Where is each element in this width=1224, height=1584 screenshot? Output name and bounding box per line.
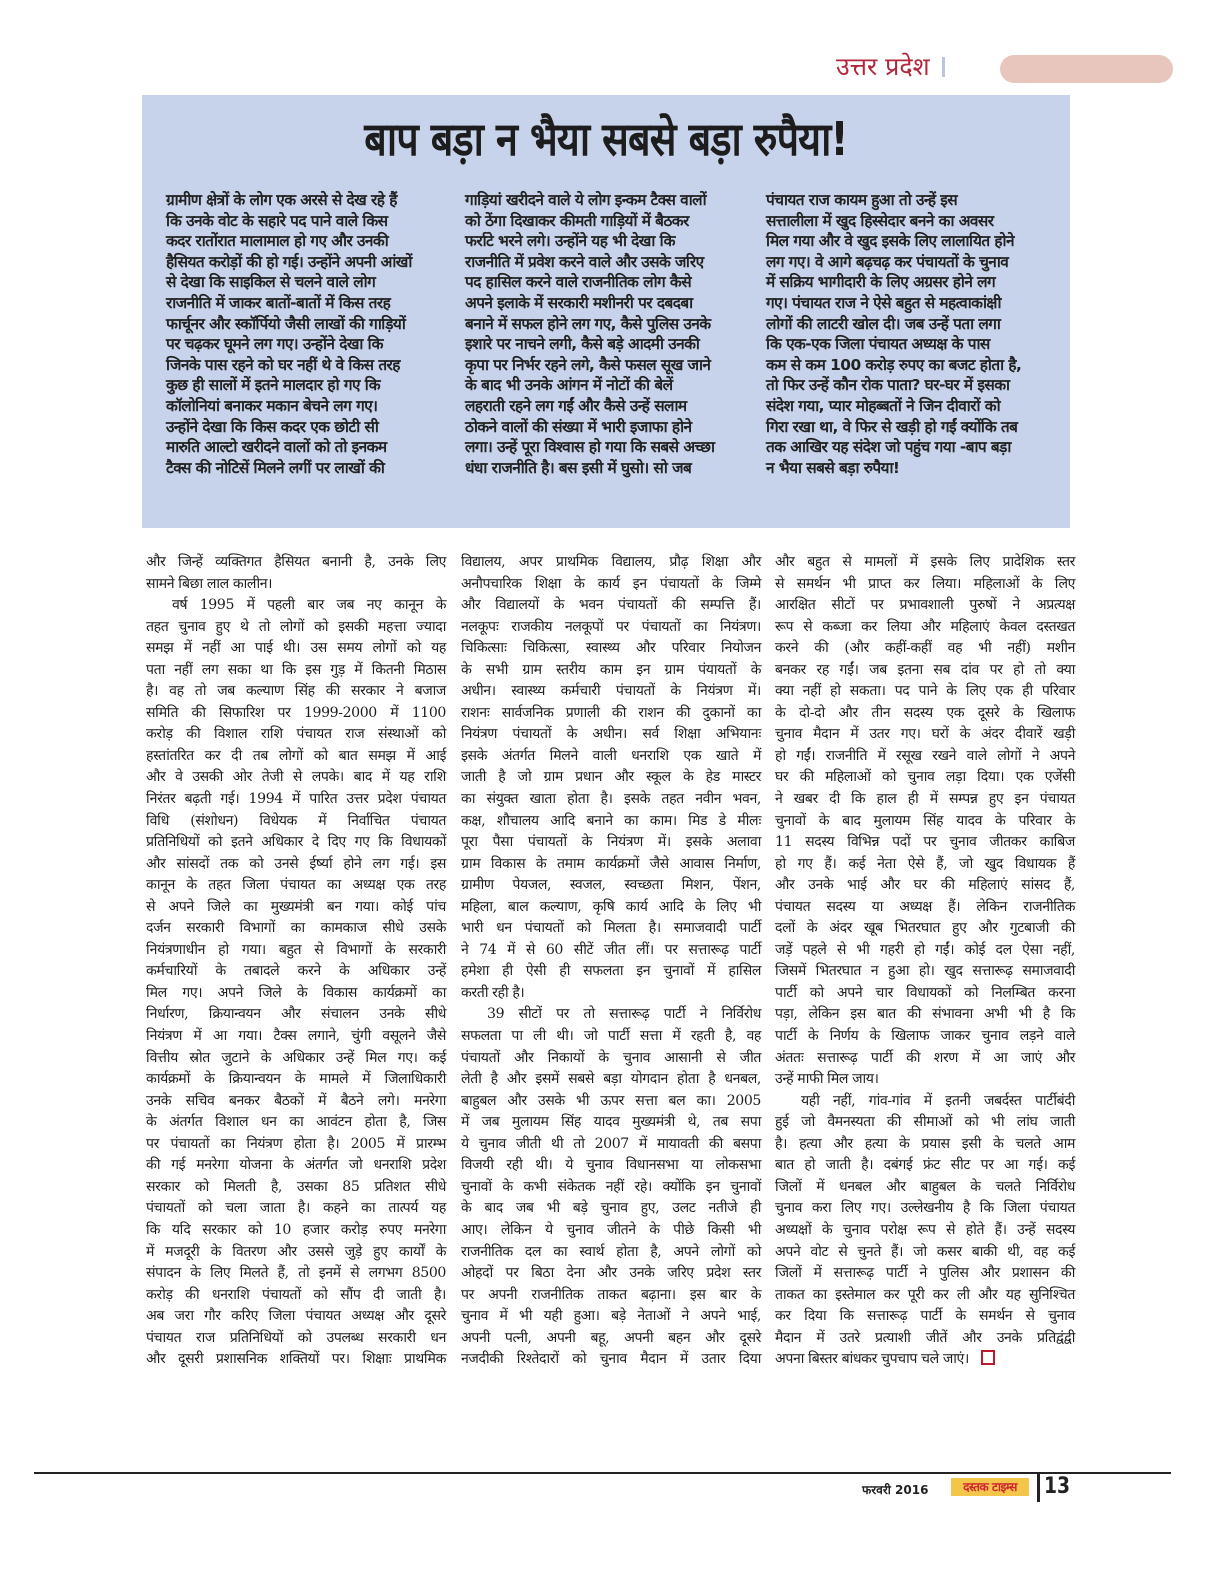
body-line [146,1004,446,1026]
body-line-text: विद्यालय, अपर प्राथमिक विद्यालय, प्रौढ़ शिक्षा और [461,554,761,570]
body-line-text: करती रही है। [461,984,525,1001]
body-line [146,617,446,639]
end-of-article-icon [981,1350,995,1365]
body-line-text: और वे उसकी ओर तेजी से लपके। बाद में यह राशि [146,769,446,786]
body-line [461,552,761,574]
body-line-text: से अपने जिले का मुख्यमंत्री बन गया। कोई पांच [146,898,446,915]
body-line [775,681,1075,703]
intro-line: में सक्रिय भागीदारी के लिए अग्रसर होने लग [766,273,996,292]
intro-line: धंधा राजनीति है। बस इसी में घुसो। सो जब [465,458,692,477]
body-line-text: चुनाव करा लिए गए। उल्लेखनीय है कि जिला पंचायत [775,1200,1075,1217]
body-line [146,767,446,789]
footer-rule [34,1472,1171,1474]
body-line-text: हमेशा ही ऐसी ही सफलता इन चुनावों में हासिल [461,963,761,980]
intro-line: मारुति आल्टो खरीदने वालों को तो इनकम [166,438,387,457]
body-line-text: दर्जन सरकारी विभागों का कामकाज सीधे उसके [146,920,446,937]
body-line [146,918,446,940]
body-line [775,789,1075,811]
body-line [461,918,761,940]
body-line-text: समिति की सिफारिश पर 1999-2000 में 1100 [146,704,446,721]
body-line-text: नजदीकी रिश्तेदारों को चुनाव मैदान में उतार दिया [461,1351,761,1368]
body-line-text: अब जरा गौर करिए जिला पंचायत अध्यक्ष और दूसरे [146,1308,446,1325]
body-line-text: हो गईं। राजनीति में रसूख रखने वाले लोगों ने अपने [775,747,1075,764]
body-line-text: यही नहीं, गांव-गांव में इतनी जबर्दस्त पार्टीबंदी [801,1092,1075,1109]
body-line [461,789,761,811]
intro-line: लग गए। वे आगे बढ़चढ़ कर पंचायतों के चुनाव [766,252,1009,271]
body-line-text: बात हो जाती है। दबंगई फ्रंट सीट पर आ गई। कई [775,1157,1075,1174]
body-line-text: के दो-दो और तीन सदस्य एक दूसरे के खिलाफ [775,704,1075,721]
body-column-3 [775,552,1075,1371]
body-line-text: जाती है जो ग्राम प्रधान और स्कूल के हेड मास्टर [461,769,761,786]
body-line [461,574,761,596]
body-line [461,660,761,682]
body-line [775,940,1075,962]
body-line [775,746,1075,768]
body-line [775,1242,1075,1264]
body-line [146,875,446,897]
intro-line: उन्होंने देखा कि किस कदर एक छोटी सी [166,417,379,436]
body-line-text: निर्धारण, क्रियान्वयन और संचालन उनके सीधे [146,1006,446,1023]
body-line-text: अध्यक्षों के चुनाव परोक्ष रूप से होते हैं। उन्हें सदस्य [775,1221,1075,1238]
body-line-text: सफलता पा ली थी। जो पार्टी सत्ता में रहती है, वह [461,1028,761,1045]
body-line-text: और सांसदों तक को उनसे ईर्ष्या होने लग गई। इस [146,855,446,872]
body-line-text: का संयुक्त खाता होता है। इसके तहत नवीन भवन, [461,791,761,808]
intro-column-2 [465,190,757,478]
intro-line: कि एक-एक जिला पंचायत अध्यक्ष के पास [766,335,990,354]
body-line [775,1349,1075,1371]
intro-line: संदेश गया, प्यार मोहब्बतों ने जिन दीवारों को [766,396,1001,415]
body-line [775,1069,1075,1091]
body-line-text: पंचायत राज प्रतिनिधियों को उपलब्ध सरकारी धन [146,1329,446,1346]
body-line-text: और उनके भाई और घर की महिलाएं सांसद हैं, [775,877,1075,894]
body-line [461,1220,761,1242]
body-line-text: उन्हें माफी मिल जाय। [775,1071,879,1088]
body-line [775,574,1075,596]
body-line [461,1004,761,1026]
body-line-text: रूप से कब्जा कर लिया और महिलाएं केवल दस्तखत [775,618,1075,635]
body-line [775,1004,1075,1026]
footer-separator [1037,1472,1040,1502]
body-line-text: में जब मुलायम सिंह यादव मुख्यमंत्री थे, तब सपा [461,1114,761,1131]
body-line [775,1263,1075,1285]
body-line-text: लेती है और इसमें सबसे बड़ा योगदान होता है धनबल, [461,1071,761,1088]
section-divider [942,57,945,77]
body-line-text: कर्मचारियों के तबादले करने के अधिकार उन्हें [146,963,446,980]
body-line-text: चुनावों के बाद मुलायम सिंह यादव के परिवार के [775,812,1075,829]
body-line [461,1306,761,1328]
body-line-text: ने खबर दी कि हाल ही में सम्पन्न हुए इन पंचायत [775,791,1075,808]
body-line-text: से समर्थन भी प्राप्त कर लिया। महिलाओं के लिए [775,575,1075,592]
body-line-text: कि यदि सरकार को 10 हजार करोड़ रुपए मनरेगा [146,1221,446,1238]
body-line-text: चुनाव में भी यही हुआ। बड़े नेताओं ने अपने भाई, [461,1308,761,1325]
body-line [775,552,1075,574]
body-line-text: तहत चुनाव हुए थे तो लोगों को इसकी महत्ता ज्यादा [146,618,446,635]
body-line-text: क्या नहीं हो सकता। पद पाने के लिए एक ही परिवार [775,683,1075,700]
body-line-text: चुनावों के कभी संकेतक नहीं रहे। क्योंकि इन चुनावों [461,1178,761,1195]
body-line-text: विधि (संशोधन) विधेयक में निर्वाचित पंचायत [146,812,446,829]
body-line [775,897,1075,919]
body-line-text: विजयी रही थी। ये चुनाव विधानसभा या लोकसभा [461,1157,761,1174]
body-line-text: पूरा पैसा पंचायतों के नियंत्रण में। इसके अलावा [461,834,761,851]
body-line-text: और दूसरी प्रशासनिक शक्तियों पर। शिक्षाः प्राथमिक [146,1351,446,1368]
body-line [461,961,761,983]
body-line [775,811,1075,833]
body-line [146,1048,446,1070]
intro-line: टैक्स की नोटिसें मिलने लगीं पर लाखों की [166,458,385,477]
body-line [146,1069,446,1091]
body-line-text: आरक्षित सीटों पर प्रभावशाली पुरुषों ने अप्रत्यक्ष [775,597,1075,614]
body-line-text: में मजदूरी के वितरण और उससे जुड़े हुए कार्यों के [146,1243,446,1260]
page-number: 13 [1044,1474,1071,1499]
body-line-text: अनौपचारिक शिक्षा के कार्य इन पंचायतों के जिम्मे [461,575,761,592]
intro-line: के बाद भी उनके आंगन में नोटों की बेलें [465,376,673,395]
body-line [461,1242,761,1264]
body-line-text: है। वह तो जब कल्याण सिंह की सरकार ने बजाज [146,683,446,700]
body-line-text: जड़ें पहले से भी गहरी हो गईं। कोई दल ऐसा नहीं, [775,941,1075,958]
body-line [775,660,1075,682]
body-line [461,1155,761,1177]
body-line-text: नियंत्रण पंचायतों के अधीन। सर्व शिक्षा अभियानः [461,726,761,743]
body-line [146,574,446,596]
body-line-text: पंचायतों और निकायों के चुनाव आसानी से जीत [461,1049,761,1066]
body-line [461,897,761,919]
intro-line: कि उनके वोट के सहारे पद पाने वाले किस [166,211,388,230]
body-line [775,638,1075,660]
body-line-text: पड़ा, लेकिन इस बात की संभावना अभी भी है कि [775,1006,1075,1023]
body-line [146,832,446,854]
intro-line: हैसियत करोड़ों की हो गई। उन्होंने अपनी आंखों [166,252,412,271]
body-line [461,1263,761,1285]
body-line-text: पर पंचायतों का नियंत्रण होता है। 2005 में प्रारम्भ [146,1135,446,1152]
body-line [461,832,761,854]
intro-line: तो फिर उन्हें कौन रोक पाता? घर-घर में इसका [766,376,1010,395]
body-line [775,1285,1075,1307]
body-line [146,1306,446,1328]
body-line-text: बनकर रह गईं। जब इतना सब दांव पर हो तो क्या [775,661,1075,678]
intro-line: अपने इलाके में सरकारी मशीनरी पर दबदबा [465,293,693,312]
body-line [775,1134,1075,1156]
intro-line: इशारे पर नाचने लगी, कैसे बड़े आदमी उनकी [465,335,700,354]
body-line-text: राशनः सार्वजनिक प्रणाली की राशन की दुकानों का [461,704,761,721]
body-line-text: के अंतर्गत विशाल धन का आवंटन होता है, जिस [146,1114,446,1131]
body-line-text: इसके अंतर्गत मिलने वाली धनराशि एक खाते में [461,747,761,764]
body-line [461,811,761,833]
body-line-text: के बाद जब भी बड़े चुनाव हुए, उलट नतीजे ही [461,1200,761,1217]
body-line [775,724,1075,746]
intro-line: तक आखिर यह संदेश जो पहुंच गया -बाप बड़ा [766,438,1011,457]
body-line-text: मैदान में उतरे प्रत्याशी जीतें और उनके प्रतिद्वंद्वी [775,1329,1075,1346]
intro-line: पंचायत राज कायम हुआ तो उन्हें इस [766,191,958,209]
body-line-text: कानून के तहत जिला पंचायत का अध्यक्ष एक तरह [146,877,446,894]
intro-line: पद हासिल करने वाले राजनीतिक लोग कैसे [465,273,692,292]
body-line [146,1349,446,1371]
intro-line: गिरा रखा था, वे फिर से खड़ी हो गईं क्योंकि तब [766,417,1018,436]
intro-line: कॉलोनियां बनाकर मकान बेचने लग गए। [166,396,378,415]
body-line-text: 11 सदस्य विभिन्न पदों पर चुनाव जीतकर काबिज [775,834,1075,851]
body-line-text: जिलों में धनबल और बाहुबल के चलते निर्विरोध [775,1178,1075,1195]
body-line [461,940,761,962]
body-line [461,617,761,639]
body-line-text: और जिन्हें व्यक्तिगत हैसियत बनानी है, उनके लिए [146,554,446,570]
body-line [146,1026,446,1048]
intro-line: को ठेंगा दिखाकर कीमती गाड़ियों में बैठकर [465,211,689,230]
intro-line: लोगों की लाटरी खोल दी। जब उन्हें पता लगा [766,314,1001,333]
body-line-text: पता नहीं लग सका था कि इस गुड़ में कितनी मिठास [146,661,446,678]
body-line-text: पंचायतों को चला जाता है। कहने का तात्पर्य यह [146,1200,446,1217]
body-line-text: सरकार को मिलती है, उसका 85 प्रतिशत सीधे [146,1178,446,1195]
intro-box [142,95,1070,528]
body-line [461,595,761,617]
body-line-text: और विद्यालयों के भवन पंचायतों की सम्पत्ति हैं। [461,597,761,614]
intro-line: सत्तालीला में खुद हिस्सेदार बनने का अवसर [766,211,994,230]
intro-line: गाड़ियां खरीदने वाले ये लोग इन्कम टैक्स वालों [465,191,707,209]
intro-line: गए। पंचायत राज ने ऐसे बहुत से महत्वाकांक्षी [766,293,1001,312]
intro-line: कुछ ही सालों में इतने मालदार हो गए कि [166,376,380,395]
section-label: उत्तर प्रदेश [836,52,930,81]
body-line [146,1263,446,1285]
body-line [146,1112,446,1134]
body-line [461,1026,761,1048]
body-line-text: करोड़ की धनराशि पंचायतों को सौंप दी जाती है। [146,1286,446,1303]
body-line [146,681,446,703]
intro-line: ग्रामीण क्षेत्रों के लोग एक अरसे से देख रहे हैं [166,191,397,209]
body-line [775,1306,1075,1328]
body-line [461,1048,761,1070]
intro-line: कदर रातोंरात मालामाल हो गए और उनकी [166,232,389,251]
body-line-text: पार्टी को अपने चार विधायकों को निलम्बित करना [775,984,1075,1001]
body-line-text: हस्तांतरित कर दी तब लोगों को बात समझ में आई [146,747,446,764]
intro-line: न भैया सबसे बड़ा रुपैया! [766,458,900,477]
body-line [775,1112,1075,1134]
body-line [146,983,446,1005]
body-line [146,1328,446,1350]
body-line [146,1285,446,1307]
intro-line: फार्चूनर और स्कॉर्पियो जैसी लाखों की गाड़ियों [166,314,406,333]
section-header [836,50,945,84]
body-line [775,854,1075,876]
body-line [146,724,446,746]
article-headline: बाप बड़ा न भैया सबसे बड़ा रुपैया! [364,112,848,166]
body-line-text: चिकित्साः चिकित्सा, स्वास्थ्य और परिवार नियोजन [461,640,761,657]
body-line-text: ये चुनाव जीती थी तो 2007 में मायावती की बसपा [461,1135,761,1152]
body-line-text: ग्राम विकास के तमाम कार्यक्रमों जैसे आवास निर्माण, [461,855,761,872]
body-line [146,1134,446,1156]
body-line-text: अपने वोट से चुनते हैं। जो कसर बाकी थी, वह कई [775,1243,1075,1260]
body-column-1 [146,552,446,1371]
intro-line: राजनीति में जाकर बातों-बातों में किस तरह [166,293,391,312]
intro-line: फर्राटे भरने लगे। उन्होंने यह भी देखा कि [465,232,675,251]
body-line [775,983,1075,1005]
body-line-text: निरंतर बढ़ती गई। 1994 में पारित उत्तर प्रदेश पंचायत [146,791,446,808]
body-line [461,1349,761,1371]
body-line [146,552,446,574]
body-line [146,789,446,811]
body-line-text: घर की महिलाओं को चुनाव लड़ा दिया। एक एजेंसी [775,769,1075,786]
body-line [461,767,761,789]
body-line [775,617,1075,639]
body-line-text: नियंत्रण में आ गया। टैक्स लगाने, चुंगी वसूलने जैसे [146,1028,446,1045]
body-line-text: वर्ष 1995 में पहली बार जब नए कानून के [172,597,446,614]
body-line [146,1198,446,1220]
intro-line: कृपा पर निर्भर रहने लगे, कैसे फसल सूख जाने [465,355,711,374]
body-line [461,1091,761,1113]
body-line [146,1220,446,1242]
body-line-text: अंततः सत्तारूढ़ पार्टी की शरण में आ जाएं और [775,1049,1075,1066]
body-line-text: राजनीतिक दल का स्वार्थ होता है, अपने लोगों को [461,1243,761,1260]
body-line [775,1328,1075,1350]
body-line [461,1134,761,1156]
intro-line: ठोकने वालों की संख्या में भारी इजाफा होने [465,417,692,436]
body-line-text: प्रतिनिधियों को इतने अधिकार दे दिए गए कि विधायकों [146,834,446,851]
body-line [146,660,446,682]
body-line [461,983,761,1005]
body-line-text: हो गए हैं। कई नेता ऐसे हैं, जो खुद विधायक हैं [775,855,1075,872]
intro-line: राजनीति में प्रवेश करने वाले और उसके जरिए [465,252,704,271]
body-line-text: महिला, बाल कल्याण, कृषि कार्य आदि के लिए भी [461,898,761,915]
body-line [146,1091,446,1113]
footer-date: फरवरी 2016 [862,1483,929,1497]
body-line-text: पर अपनी राजनीतिक ताकत बढ़ाना। इस बार के [461,1286,761,1303]
body-line-text: चुनाव मैदान में उतर गए। घरों के अंदर दीवारें खड़ी [775,726,1075,743]
intro-line: पर चढ़कर घूमने लग गए। उन्होंने देखा कि [166,335,383,354]
body-line-text: हुई जो वैमनस्यता की सीमाओं को भी लांघ जाती [775,1114,1075,1131]
body-line [461,1285,761,1307]
body-line-text: कक्ष, शौचालय आदि बनाने का काम। मिड डे मीलः [461,812,761,829]
body-line [146,897,446,919]
body-line-text: और बहुत से मामलों में इसके लिए प्रादेशिक स्तर [775,554,1075,570]
body-line-text: वित्तीय स्रोत जुटाने के अधिकार उन्हें मिल गए। कई [146,1049,446,1066]
body-line [461,875,761,897]
body-line [775,1177,1075,1199]
body-line [461,703,761,725]
body-line [775,767,1075,789]
body-line [775,875,1075,897]
body-line [461,1328,761,1350]
intro-line: मिल गया और वे खुद इसके लिए लालायित होने [766,232,1014,251]
body-line-text: मिल गए। अपने जिले के विकास कार्यक्रमों का [146,984,446,1001]
body-line [146,940,446,962]
intro-line: से देखा कि साइकिल से चलने वाले लोग [166,273,376,292]
body-line [461,1112,761,1134]
body-line [775,1048,1075,1070]
body-line-text: ग्रामीण पेयजल, स्वजल, स्वच्छता मिशन, पेंशन, [461,877,761,894]
body-line-text: सामने बिछा लाल कालीन। [146,575,273,592]
body-line-text: संपादन के लिए मिलते हैं, तो इनमें से लगभग 8500 [146,1265,446,1282]
body-line [775,1091,1075,1113]
body-line [146,854,446,876]
body-line-text: उनके सचिव बनकर बैठकों में बैठने लगे। मनरेगा [146,1092,446,1109]
body-line-text: नलकूपः राजकीय नलकूपों पर पंचायतों का नियंत्रण। [461,618,761,635]
intro-column-3 [766,190,1058,478]
body-line [146,638,446,660]
body-line-text: दलों के अंदर खूब भितरघात हुए और गुटबाजी की [775,920,1075,937]
intro-line: बनाने में सफल होने लग गए, कैसे पुलिस उनके [465,314,711,333]
body-line [146,1242,446,1264]
body-line-text: कार्यक्रमों के क्रियान्वयन के मामले में जिलाधिकारी [146,1071,446,1088]
body-line-text: नियंत्रणाधीन हो गया। बहुत से विभागों के सरकारी [146,941,446,958]
intro-line: लगा। उन्हें पूरा विश्वास हो गया कि सबसे अच्छा [465,438,715,457]
body-line-text: है। हत्या और हत्या के प्रयास इसी के चलते आम [775,1135,1075,1152]
body-line-text: भारी धन पंचायतों को मिलता है। समाजवादी पार्टी [461,920,761,937]
body-line-text: जिलों में सत्तारूढ़ पार्टी ने पुलिस और प्रशासन की [775,1265,1075,1282]
body-line [775,1198,1075,1220]
body-line [775,918,1075,940]
intro-line: कम से कम 100 करोड़ रुपए का बजट होता है, [766,355,1022,374]
body-line [146,703,446,725]
body-line [775,1026,1075,1048]
body-line [146,595,446,617]
body-line-text: करोड़ की विशाल राशि पंचायत राज संस्थाओं को [146,726,446,743]
body-line-text: अपनी पत्नी, अपनी बहू, अपनी बहन और दूसरे [461,1329,761,1346]
body-line-text: करने की (और कहीं-कहीं वह भी नहीं) मशीन [775,640,1075,657]
body-line-text: जिसमें भितरघात न हुआ हो। खुद सत्तारूढ़ समाजवादी [775,963,1075,980]
body-line [461,724,761,746]
body-line [775,595,1075,617]
body-line [461,638,761,660]
body-line [461,681,761,703]
body-line [146,1177,446,1199]
body-line [461,1069,761,1091]
intro-line: जिनके पास रहने को घर नहीं थे वे किस तरह [166,355,400,374]
body-line [461,854,761,876]
body-line [461,1198,761,1220]
body-line-text: की गई मनरेगा योजना के अंतर्गत जो धनराशि प्रदेश [146,1157,446,1174]
body-line-text: अपना बिस्तर बांधकर चुपचाप चले जाएं। [775,1351,969,1368]
body-line-text: ताकत का इस्तेमाल कर पूरी कर ली और यह सुनिश्चित [775,1286,1075,1303]
body-line [146,1155,446,1177]
body-line-text: ओहदों पर बिठा देना और उनके जरिए प्रदेश स्तर [461,1265,761,1282]
body-line-text: अधीन। स्वास्थ्य कर्मचारी पंचायतों के नियंत्रण में। [461,683,761,700]
body-line [775,832,1075,854]
body-line-text: 39 सीटों पर तो सत्तारूढ़ पार्टी ने निर्विरोध [487,1006,761,1023]
body-line-text: के सभी ग्राम स्तरीय काम इन ग्राम पंयायतों के [461,661,761,678]
body-line [461,746,761,768]
body-line [146,746,446,768]
body-line [775,1220,1075,1242]
body-line [775,1155,1075,1177]
body-line [775,703,1075,725]
magazine-logo: दस्तक टाइम्स [951,1478,1029,1496]
body-line [775,961,1075,983]
body-line-text: कर दिया कि सत्तारूढ़ पार्टी के समर्थन से चुनाव [775,1308,1075,1325]
body-line-text: ने 74 में से 60 सीटें जीत लीं। पर सत्तारूढ़ पार्टी [461,941,761,958]
section-pill-decoration [1000,55,1173,83]
body-line-text: आए। लेकिन ये चुनाव जीतने के पीछे किसी भी [461,1221,761,1238]
body-column-2 [461,552,761,1371]
body-line [461,1177,761,1199]
body-line-text: पार्टी के निर्णय के खिलाफ जाकर चुनाव लड़ने वाले [775,1028,1075,1045]
intro-line: लहराती रहने लग गईं और कैसे उन्हें सलाम [465,396,687,415]
intro-column-1 [166,190,458,478]
body-line [146,961,446,983]
body-line [146,811,446,833]
body-line-text: समझ में नहीं आ पाई थी। उस समय लोगों को यह [146,640,446,657]
body-line-text: बाहुबल और उसके भी ऊपर सत्ता बल का। 2005 [461,1092,761,1109]
body-line-text: पंचायत सदस्य या अध्यक्ष हैं। लेकिन राजनीतिक [775,898,1075,915]
